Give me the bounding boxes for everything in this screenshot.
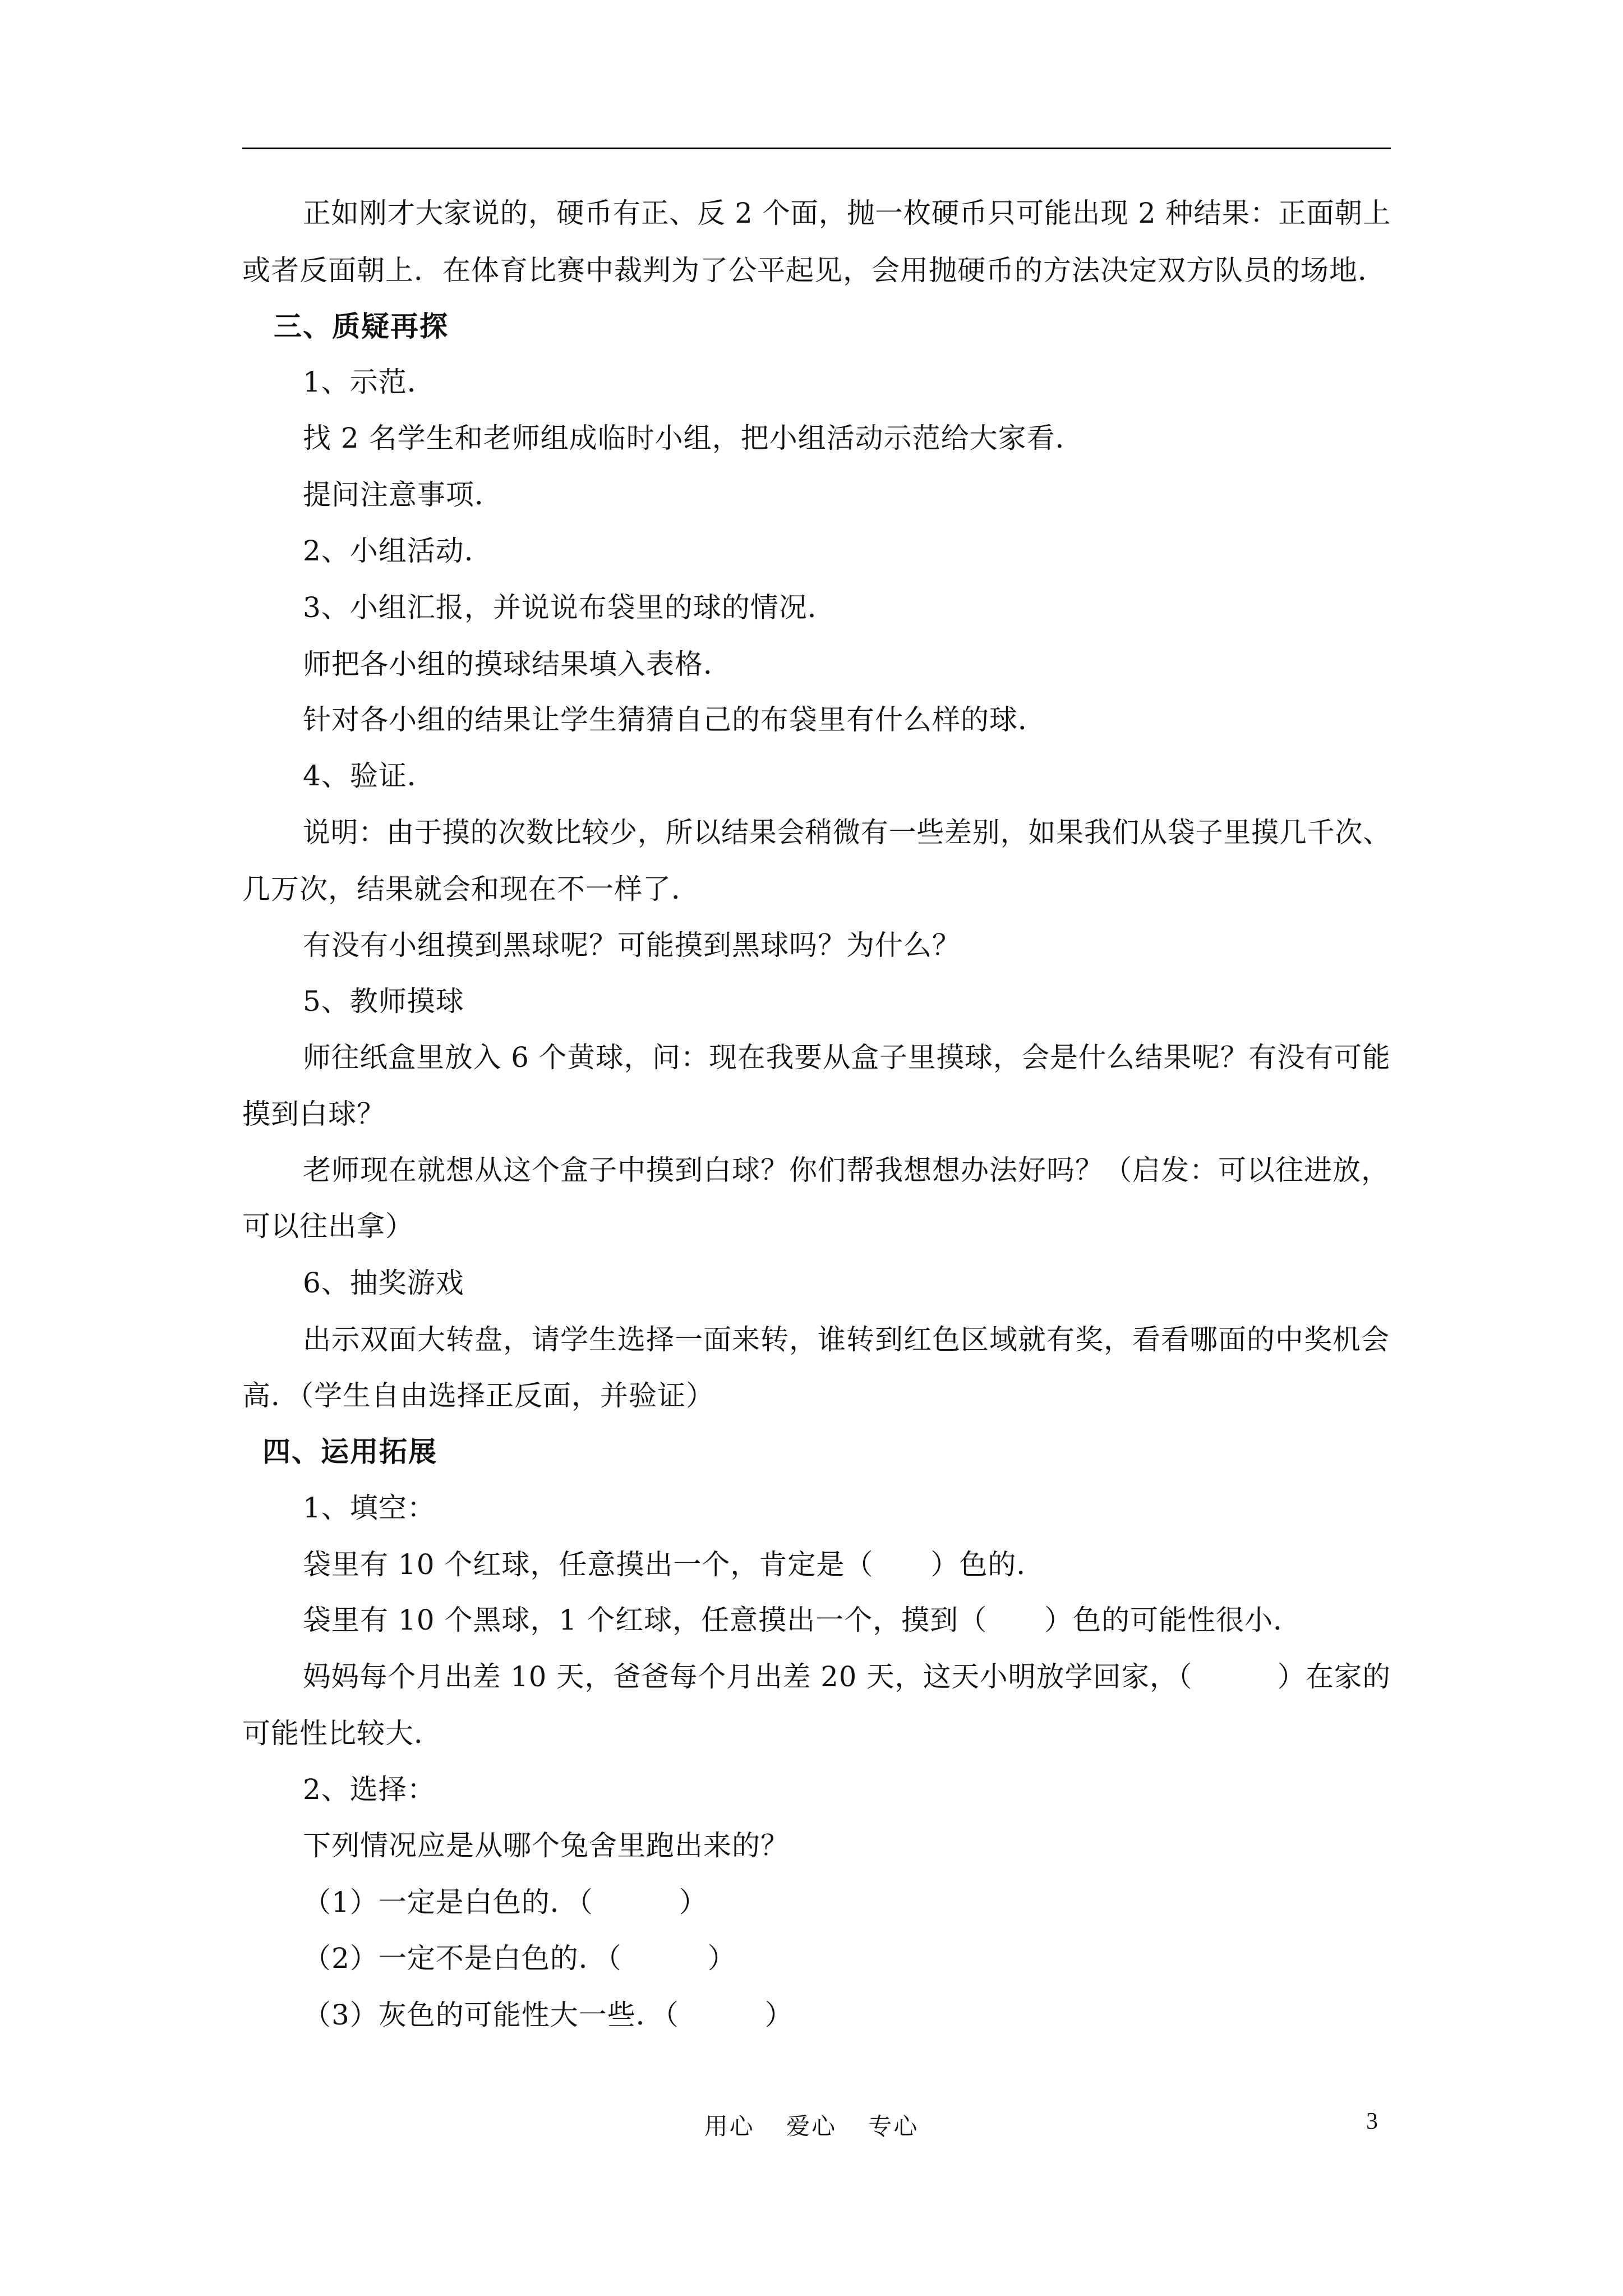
paragraph-line: 6、抽奖游戏 <box>303 1267 464 1299</box>
paragraph-line: 下列情况应是从哪个兔舍里跑出来的？ <box>303 1829 789 1862</box>
header-rule <box>242 148 1391 149</box>
section-heading: 三、质疑再探 <box>274 310 449 343</box>
paragraph-line: 有没有小组摸到黑球呢？可能摸到黑球吗？为什么？ <box>303 929 961 961</box>
paragraph-line: 妈妈每个月出差 10 天，爸爸每个月出差 20 天，这天小明放学回家，（ ）在家的 <box>303 1660 1391 1693</box>
paragraph-line: 高．（学生自由选择正反面，并验证） <box>242 1379 714 1412</box>
paragraph-line: 师把各小组的摸球结果填入表格． <box>303 648 732 680</box>
page-number: 3 <box>1366 2109 1378 2134</box>
paragraph-line: 袋里有 10 个红球，任意摸出一个，肯定是（ ）色的． <box>303 1548 1045 1581</box>
page-footer: 用心 爱心 专心 <box>704 2113 919 2140</box>
section-heading: 四、运用拓展 <box>262 1435 437 1468</box>
paragraph-line: 说明：由于摸的次数比较少，所以结果会稍微有一些差别，如果我们从袋子里摸几千次、 <box>303 816 1391 849</box>
paragraph-line: 师往纸盒里放入 6 个黄球，问：现在我要从盒子里摸球，会是什么结果呢？有没有可能 <box>303 1041 1391 1074</box>
paragraph-line: 摸到白球？ <box>242 1098 385 1130</box>
paragraph-line: （1）一定是白色的．（ ） <box>303 1886 708 1918</box>
paragraph-line: 出示双面大转盘，请学生选择一面来转，谁转到红色区域就有奖，看看哪面的中奖机会 <box>303 1323 1390 1356</box>
paragraph-line: 可以往出拿） <box>242 1210 414 1243</box>
paragraph-line: 袋里有 10 个黑球，1 个红球，任意摸出一个，摸到（ ）色的可能性很小． <box>303 1604 1302 1636</box>
paragraph-line: 2、选择： <box>303 1773 436 1806</box>
paragraph-line: 找 2 名学生和老师组成临时小组，把小组活动示范给大家看． <box>303 422 1084 454</box>
paragraph-line: 几万次，结果就会和现在不一样了． <box>242 873 700 905</box>
paragraph-line: （3）灰色的可能性大一些．（ ） <box>303 1999 794 2031</box>
paragraph-line: 或者反面朝上．在体育比赛中裁判为了公平起见，会用抛硬币的方法决定双方队员的场地． <box>242 254 1386 287</box>
paragraph-line: 老师现在就想从这个盒子中摸到白球？你们帮我想想办法好吗？（启发：可以往进放， <box>303 1154 1390 1186</box>
paragraph-line: 1、填空： <box>303 1492 436 1524</box>
paragraph-line: 3、小组汇报，并说说布袋里的球的情况． <box>303 591 836 624</box>
paragraph-line: （2）一定不是白色的．（ ） <box>303 1942 736 1975</box>
paragraph-line: 1、示范． <box>303 366 436 398</box>
paragraph-line: 4、验证． <box>303 760 436 792</box>
paragraph-line: 提问注意事项． <box>303 478 503 511</box>
paragraph-line: 5、教师摸球 <box>303 985 464 1018</box>
paragraph-line: 正如刚才大家说的，硬币有正、反 2 个面，抛一枚硬币只可能出现 2 种结果：正面朝上 <box>303 197 1391 229</box>
paragraph-line: 可能性比较大． <box>242 1717 442 1750</box>
paragraph-line: 2、小组活动． <box>303 535 493 567</box>
paragraph-line: 针对各小组的结果让学生猜猜自己的布袋里有什么样的球． <box>303 703 1046 736</box>
